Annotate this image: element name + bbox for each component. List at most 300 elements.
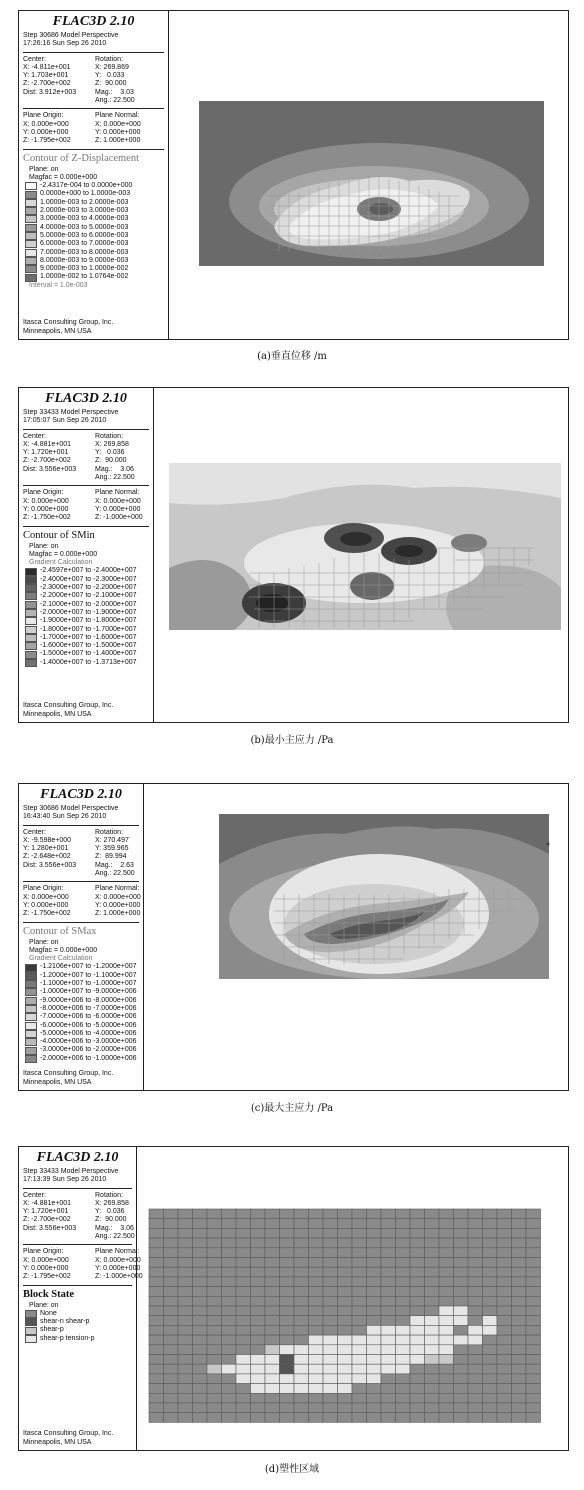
zone-cell bbox=[352, 1384, 367, 1394]
rotation-value: Y: 0.033 bbox=[95, 72, 125, 80]
zone-cell bbox=[381, 1335, 396, 1345]
legend-label: 3.0000e-003 to 4.0000e-003 bbox=[40, 215, 129, 223]
zone-cell bbox=[483, 1355, 498, 1365]
zone-cell bbox=[251, 1364, 266, 1374]
zone-cell bbox=[483, 1267, 498, 1277]
zone-cell bbox=[425, 1345, 440, 1355]
zone-cell bbox=[280, 1374, 295, 1384]
zone-cell bbox=[164, 1209, 179, 1219]
plane-normal-label: Plane Normal: bbox=[95, 112, 140, 120]
zone-cell bbox=[526, 1228, 541, 1238]
plane-normal-value: Z: 1.000e+000 bbox=[95, 910, 141, 918]
zone-cell bbox=[251, 1316, 266, 1326]
contour-title: Contour of SMin bbox=[23, 529, 95, 541]
zone-cell bbox=[265, 1306, 280, 1316]
legend-entry bbox=[23, 980, 139, 988]
plane-normal-value: X: 0.000e+000 bbox=[95, 893, 141, 901]
zone-cell bbox=[236, 1393, 251, 1403]
legend-entry bbox=[23, 1038, 139, 1046]
legend-label: -2.4597e+007 to -2.4000e+007 bbox=[40, 567, 137, 575]
zone-cell bbox=[512, 1267, 527, 1277]
zone-cell bbox=[396, 1306, 411, 1316]
zone-cell bbox=[425, 1209, 440, 1219]
zone-cell bbox=[352, 1374, 367, 1384]
zone-cell bbox=[512, 1219, 527, 1229]
zone-cell bbox=[207, 1306, 222, 1316]
legend-swatch bbox=[25, 1310, 37, 1318]
zone-cell bbox=[381, 1248, 396, 1258]
rotation-value: Z: 90.000 bbox=[95, 457, 127, 465]
zone-cell bbox=[454, 1355, 469, 1365]
zone-cell bbox=[251, 1335, 266, 1345]
zone-cell bbox=[410, 1277, 425, 1287]
legend-entry bbox=[23, 1046, 139, 1054]
zone-cell bbox=[280, 1403, 295, 1413]
zone-cell bbox=[309, 1219, 324, 1229]
zone-cell bbox=[410, 1238, 425, 1248]
legend-label: shear-n shear-p bbox=[40, 1318, 90, 1326]
zone-cell bbox=[222, 1325, 237, 1335]
zone-cell bbox=[396, 1287, 411, 1297]
zone-cell bbox=[367, 1374, 382, 1384]
legend-entry bbox=[23, 182, 164, 190]
legend-entry bbox=[23, 273, 164, 281]
zone-cell bbox=[193, 1238, 208, 1248]
zone-cell bbox=[468, 1228, 483, 1238]
zone-cell bbox=[323, 1413, 338, 1423]
plane-origin-value: Z: -1.795e+002 bbox=[23, 137, 71, 145]
zone-cell bbox=[526, 1316, 541, 1326]
footer-line: Minneapolis, MN USA bbox=[23, 1078, 92, 1086]
zone-cell bbox=[207, 1345, 222, 1355]
legend-swatch bbox=[25, 988, 37, 996]
zone-cell bbox=[512, 1335, 527, 1345]
zone-cell bbox=[222, 1393, 237, 1403]
magfac: Magfac = 0.000e+000 bbox=[29, 550, 98, 558]
zone-cell bbox=[193, 1345, 208, 1355]
center-value: Z: -2.700e+002 bbox=[23, 80, 71, 88]
zone-cell bbox=[526, 1384, 541, 1394]
legend-entry bbox=[23, 240, 164, 248]
zone-cell bbox=[149, 1403, 164, 1413]
zone-cell bbox=[381, 1277, 396, 1287]
rotation-value: Ang.: 22.500 bbox=[95, 1233, 135, 1241]
zone-cell bbox=[222, 1364, 237, 1374]
zone-cell bbox=[222, 1335, 237, 1345]
legend-label: -1.7000e+007 to -1.6000e+007 bbox=[40, 633, 137, 641]
zone-cell bbox=[381, 1258, 396, 1268]
zone-cell bbox=[309, 1267, 324, 1277]
zone-cell bbox=[207, 1335, 222, 1345]
zone-cell bbox=[338, 1403, 353, 1413]
plane-normal-value: X: 0.000e+000 bbox=[95, 120, 141, 128]
zone-cell bbox=[294, 1306, 309, 1316]
plane-origin-value: Y: 0.000e+000 bbox=[23, 505, 69, 513]
zone-cell bbox=[164, 1325, 179, 1335]
zone-cell bbox=[236, 1374, 251, 1384]
app-title: FLAC3D 2.10 bbox=[36, 1150, 119, 1165]
zone-cell bbox=[338, 1277, 353, 1287]
app-title: FLAC3D 2.10 bbox=[45, 391, 127, 406]
zone-cell bbox=[251, 1238, 266, 1248]
zone-cell bbox=[294, 1345, 309, 1355]
legend-swatch bbox=[25, 265, 37, 273]
zone-cell bbox=[338, 1316, 353, 1326]
magfac: Magfac = 0.000e+000 bbox=[29, 946, 98, 954]
zone-cell bbox=[207, 1248, 222, 1258]
zone-cell bbox=[512, 1258, 527, 1268]
app-title: FLAC3D 2.10 bbox=[40, 787, 122, 802]
zone-cell bbox=[164, 1248, 179, 1258]
legend-swatch bbox=[25, 199, 37, 207]
zone-cell bbox=[483, 1248, 498, 1258]
legend-entry bbox=[23, 634, 149, 642]
zone-cell bbox=[483, 1219, 498, 1229]
zone-cell bbox=[236, 1364, 251, 1374]
legend-swatch bbox=[25, 1327, 37, 1335]
plane-normal-label: Plane Normal: bbox=[95, 885, 140, 893]
zone-cell bbox=[294, 1228, 309, 1238]
legend-entry bbox=[23, 257, 164, 265]
zone-cell bbox=[222, 1277, 237, 1287]
zone-cell bbox=[381, 1403, 396, 1413]
zone-cell bbox=[468, 1306, 483, 1316]
zone-cell bbox=[222, 1403, 237, 1413]
plane-origin-label: Plane Origin: bbox=[23, 489, 64, 497]
legend-entry bbox=[23, 1310, 132, 1318]
legend-label: -2.2000e+007 to -2.1000e+007 bbox=[40, 592, 137, 600]
plane-on: Plane: on bbox=[29, 1301, 59, 1309]
zone-cell bbox=[512, 1364, 527, 1374]
legend-box bbox=[19, 11, 169, 339]
zone-cell bbox=[294, 1374, 309, 1384]
zone-cell bbox=[309, 1296, 324, 1306]
zone-cell bbox=[280, 1267, 295, 1277]
zone-cell bbox=[512, 1238, 527, 1248]
zone-cell bbox=[338, 1335, 353, 1345]
zone-cell bbox=[207, 1296, 222, 1306]
zone-cell bbox=[236, 1403, 251, 1413]
zone-cell bbox=[164, 1393, 179, 1403]
zone-cell bbox=[425, 1287, 440, 1297]
zone-cell bbox=[309, 1393, 324, 1403]
rotation-label: Rotation: bbox=[95, 828, 124, 836]
zone-cell bbox=[454, 1335, 469, 1345]
zone-cell bbox=[265, 1277, 280, 1287]
zone-cell bbox=[367, 1238, 382, 1248]
zone-cell bbox=[439, 1316, 454, 1326]
zone-cell bbox=[178, 1393, 193, 1403]
zone-cell bbox=[265, 1384, 280, 1394]
zone-cell bbox=[164, 1345, 179, 1355]
caption-c: (c)最大主应力 /Pa bbox=[250, 1103, 334, 1114]
zone-cell bbox=[396, 1219, 411, 1229]
zone-cell bbox=[439, 1296, 454, 1306]
zone-cell bbox=[425, 1219, 440, 1229]
zone-cell bbox=[352, 1209, 367, 1219]
legend-label: 2.0000e-003 to 3.0000e-003 bbox=[40, 207, 129, 215]
zone-cell bbox=[338, 1393, 353, 1403]
legend-label: -2.1000e+007 to -2.0000e+007 bbox=[40, 600, 137, 608]
zone-cell bbox=[454, 1364, 469, 1374]
zone-cell bbox=[338, 1267, 353, 1277]
zone-cell bbox=[280, 1258, 295, 1268]
zone-cell bbox=[265, 1209, 280, 1219]
zone-cell bbox=[512, 1345, 527, 1355]
center-label: Center: bbox=[23, 432, 46, 440]
zone-cell bbox=[526, 1219, 541, 1229]
zone-cell bbox=[251, 1355, 266, 1365]
legend-label: None bbox=[40, 1309, 57, 1317]
center-value: X: -4.811e+001 bbox=[23, 63, 71, 71]
zone-cell bbox=[294, 1403, 309, 1413]
legend-label: -1.6000e+007 to -1.5000e+007 bbox=[40, 642, 137, 650]
zone-cell bbox=[526, 1345, 541, 1355]
zone-cell bbox=[468, 1287, 483, 1297]
zone-cell bbox=[207, 1325, 222, 1335]
legend-swatch bbox=[25, 642, 37, 650]
zone-cell bbox=[193, 1228, 208, 1238]
zone-cell bbox=[367, 1248, 382, 1258]
zone-cell bbox=[178, 1325, 193, 1335]
zone-cell bbox=[236, 1287, 251, 1297]
legend-label: -2.4000e+007 to -2.3000e+007 bbox=[40, 575, 137, 583]
zone-cell bbox=[352, 1325, 367, 1335]
zone-cell bbox=[236, 1345, 251, 1355]
zone-cell bbox=[468, 1296, 483, 1306]
zone-cell bbox=[207, 1209, 222, 1219]
zone-cell bbox=[396, 1355, 411, 1365]
zone-cell bbox=[367, 1219, 382, 1229]
zone-cell bbox=[178, 1316, 193, 1326]
zone-cell bbox=[483, 1403, 498, 1413]
zone-cell bbox=[309, 1364, 324, 1374]
legend-entry bbox=[23, 1013, 139, 1021]
zone-cell bbox=[323, 1277, 338, 1287]
zone-cell bbox=[222, 1238, 237, 1248]
zone-cell bbox=[309, 1228, 324, 1238]
zone-cell bbox=[439, 1384, 454, 1394]
legend-label: 4.0000e-003 to 5.0000e-003 bbox=[40, 223, 129, 231]
zone-cell bbox=[294, 1325, 309, 1335]
legend-label: -8.0000e+006 to -7.0000e+006 bbox=[40, 1004, 137, 1012]
plane-normal-label: Plane Normal: bbox=[95, 489, 140, 497]
legend-entry bbox=[23, 626, 149, 634]
zone-cell bbox=[468, 1219, 483, 1229]
zone-cell bbox=[410, 1267, 425, 1277]
legend-swatch bbox=[25, 215, 37, 223]
zone-cell bbox=[468, 1393, 483, 1403]
zone-cell bbox=[454, 1345, 469, 1355]
zone-cell bbox=[251, 1403, 266, 1413]
zone-cell bbox=[425, 1355, 440, 1365]
zone-cell bbox=[396, 1364, 411, 1374]
zone-cell bbox=[222, 1296, 237, 1306]
legend-label: -9.0000e+006 to -8.0000e+006 bbox=[40, 996, 137, 1004]
zone-cell bbox=[265, 1267, 280, 1277]
zone-cell bbox=[425, 1277, 440, 1287]
zone-cell bbox=[352, 1364, 367, 1374]
zone-cell bbox=[294, 1219, 309, 1229]
legend-entry bbox=[23, 567, 149, 575]
zone-cell bbox=[265, 1413, 280, 1423]
zone-cell bbox=[178, 1287, 193, 1297]
plot-area bbox=[144, 784, 568, 1090]
zone-cell bbox=[439, 1374, 454, 1384]
legend-entry bbox=[23, 576, 149, 584]
zone-cell bbox=[396, 1296, 411, 1306]
zone-cell bbox=[149, 1355, 164, 1365]
zone-cell bbox=[439, 1287, 454, 1297]
zone-cell bbox=[454, 1296, 469, 1306]
zone-cell bbox=[222, 1345, 237, 1355]
zone-cell bbox=[323, 1258, 338, 1268]
zone-cell bbox=[294, 1277, 309, 1287]
gradient-calc: Gradient Calculation bbox=[29, 559, 93, 567]
zone-cell bbox=[526, 1374, 541, 1384]
zone-cell bbox=[294, 1296, 309, 1306]
legend-swatch bbox=[25, 1335, 37, 1343]
footer-line: Minneapolis, MN USA bbox=[23, 327, 92, 335]
zone-cell bbox=[280, 1306, 295, 1316]
caption-b: (b)最小主应力 /Pa bbox=[250, 735, 334, 746]
zone-cell bbox=[236, 1335, 251, 1345]
zone-cell bbox=[439, 1364, 454, 1374]
rotation-value: Mag.: 2.63 bbox=[95, 861, 134, 869]
zone-cell bbox=[164, 1296, 179, 1306]
zone-cell bbox=[149, 1209, 164, 1219]
zone-cell bbox=[222, 1248, 237, 1258]
zone-cell bbox=[497, 1316, 512, 1326]
zone-cell bbox=[236, 1316, 251, 1326]
legend-label: -7.0000e+006 to -6.0000e+006 bbox=[40, 1013, 137, 1021]
zone-cell bbox=[193, 1219, 208, 1229]
footer-line: Minneapolis, MN USA bbox=[23, 710, 92, 718]
legend-swatch bbox=[25, 207, 37, 215]
zone-cell bbox=[149, 1228, 164, 1238]
zone-cell bbox=[294, 1393, 309, 1403]
plane-origin-value: X: 0.000e+000 bbox=[23, 893, 69, 901]
contour-plot bbox=[169, 11, 569, 339]
legend-label: 1.0000e-002 to 1.0764e-002 bbox=[40, 273, 129, 281]
zone-cell bbox=[193, 1393, 208, 1403]
zone-cell bbox=[178, 1267, 193, 1277]
gradient-calc: Gradient Calculation bbox=[29, 955, 93, 963]
zone-cell bbox=[526, 1209, 541, 1219]
zone-cell bbox=[512, 1209, 527, 1219]
zone-cell bbox=[265, 1345, 280, 1355]
zone-cell bbox=[323, 1267, 338, 1277]
zone-cell bbox=[468, 1325, 483, 1335]
zone-cell bbox=[338, 1413, 353, 1423]
legend-entry bbox=[23, 601, 149, 609]
zone-cell bbox=[164, 1219, 179, 1229]
zone-cell bbox=[352, 1393, 367, 1403]
zone-cell bbox=[193, 1287, 208, 1297]
zone-cell bbox=[323, 1393, 338, 1403]
center-value: Y: 1.280e+001 bbox=[23, 845, 69, 853]
zone-cell bbox=[367, 1345, 382, 1355]
zone-cell bbox=[367, 1355, 382, 1365]
legend-entry bbox=[23, 207, 164, 215]
zone-cell bbox=[280, 1393, 295, 1403]
time-line: 17:26:16 Sun Sep 26 2010 bbox=[23, 40, 107, 48]
zone-cell bbox=[526, 1258, 541, 1268]
legend-entry bbox=[23, 1022, 139, 1030]
zone-cell bbox=[265, 1287, 280, 1297]
legend-entry bbox=[23, 1326, 132, 1334]
zone-cell bbox=[193, 1384, 208, 1394]
zone-cell bbox=[410, 1296, 425, 1306]
legend-swatch bbox=[25, 617, 37, 625]
center-value: Y: 1.720e+001 bbox=[23, 1208, 69, 1216]
legend-label: -2.0000e+007 to -1.9000e+007 bbox=[40, 608, 137, 616]
legend-swatch bbox=[25, 232, 37, 240]
zone-cell bbox=[454, 1277, 469, 1287]
zone-cell bbox=[454, 1306, 469, 1316]
zone-cell bbox=[439, 1413, 454, 1423]
legend-swatch bbox=[25, 224, 37, 232]
plane-normal-value: Y: 0.000e+000 bbox=[95, 128, 141, 136]
zone-cell bbox=[280, 1228, 295, 1238]
zone-cell bbox=[207, 1364, 222, 1374]
zone-cell bbox=[352, 1335, 367, 1345]
rotation-value: X: 269.869 bbox=[95, 63, 129, 71]
zone-cell bbox=[164, 1287, 179, 1297]
zone-cell bbox=[410, 1248, 425, 1258]
zone-cell bbox=[338, 1384, 353, 1394]
zone-cell bbox=[164, 1403, 179, 1413]
zone-cell bbox=[367, 1335, 382, 1345]
rotation-value: X: 270.497 bbox=[95, 836, 129, 844]
zone-cell bbox=[164, 1364, 179, 1374]
caption-a: (a)垂直位移 /m bbox=[257, 351, 327, 362]
zone-cell bbox=[425, 1413, 440, 1423]
zone-cell bbox=[294, 1267, 309, 1277]
zone-cell bbox=[483, 1296, 498, 1306]
zone-cell bbox=[222, 1384, 237, 1394]
zone-cell bbox=[178, 1413, 193, 1423]
zone-cell bbox=[236, 1306, 251, 1316]
zone-cell bbox=[178, 1248, 193, 1258]
zone-cell bbox=[497, 1287, 512, 1297]
zone-cell bbox=[512, 1287, 527, 1297]
legend-label: -3.0000e+006 to -2.0000e+006 bbox=[40, 1046, 137, 1054]
legend-swatch bbox=[25, 964, 37, 972]
zone-cell bbox=[294, 1209, 309, 1219]
legend-entry bbox=[23, 215, 164, 223]
zone-cell bbox=[512, 1306, 527, 1316]
zone-cell bbox=[149, 1238, 164, 1248]
legend-entry bbox=[23, 609, 149, 617]
zone-cell bbox=[425, 1384, 440, 1394]
contour-title: Contour of Z-Displacement bbox=[23, 152, 140, 164]
zone-cell bbox=[352, 1277, 367, 1287]
legend-swatch bbox=[25, 980, 37, 988]
zone-cell bbox=[251, 1325, 266, 1335]
legend-box bbox=[19, 784, 144, 1090]
magfac: Magfac = 0.000e+000 bbox=[29, 173, 98, 181]
zone-cell bbox=[323, 1296, 338, 1306]
zone-cell bbox=[526, 1325, 541, 1335]
legend-swatch bbox=[25, 568, 37, 576]
zone-cell bbox=[207, 1393, 222, 1403]
plane-origin-value: Z: -1.750e+002 bbox=[23, 910, 71, 918]
zone-cell bbox=[338, 1296, 353, 1306]
zone-cell bbox=[265, 1238, 280, 1248]
legend-swatch bbox=[25, 997, 37, 1005]
zone-cell bbox=[483, 1287, 498, 1297]
